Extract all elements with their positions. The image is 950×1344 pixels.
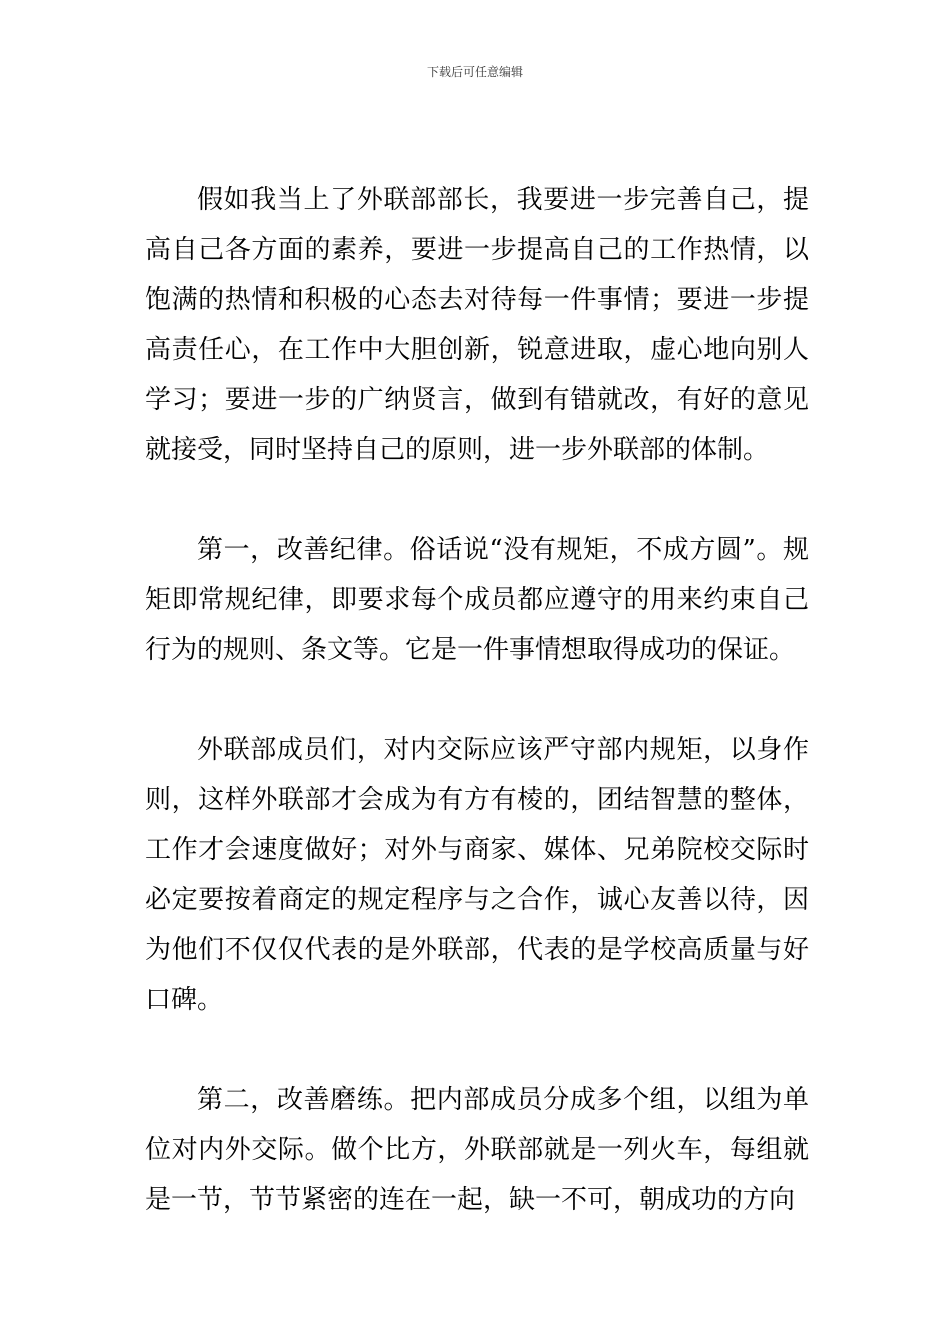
page-header: 下载后可任意编辑 <box>426 65 523 79</box>
document-body <box>145 175 809 1225</box>
paragraph-4: 第二，改善磨练。把内部成员分成多个组，以组为单位对内外交际。做个比方，外联部就是一列火车，每组就是一节，节节紧密的连在一起，缺一不可，朝成功的方向 <box>145 1085 809 1215</box>
paragraph-1: 假如我当上了外联部部长，我要进一步完善自己，提高自己各方面的素养，要进一步提高自己的工作热情，以饱满的热情和积极的心态去对待每一件事情；要进一步提高责任心，在工作中大胆创新，锐意进取，虚心地向别人学习；要进一步的广纳贤言，做到有错就改，有好的意见就接受，同时坚持自己的原则，进一步外联部的体制。 <box>145 185 809 465</box>
paragraph-2: 第一，改善纪律。俗话说“没有规矩，不成方圆”。规矩即常规纪律，即要求每个成员都应遵守的用来约束自己行为的规则、条文等。它是一件事情想取得成功的保证。 <box>145 535 809 665</box>
paragraph-3: 外联部成员们，对内交际应该严守部内规矩，以身作则，这样外联部才会成为有方有棱的，团结智慧的整体，工作才会速度做好；对外与商家、媒体、兄弟院校交际时必定要按着商定的规定程序与之合作，诚心友善以待，因为他们不仅仅代表的是外联部，代表的是学校高质量与好口碑。 <box>145 735 809 1015</box>
